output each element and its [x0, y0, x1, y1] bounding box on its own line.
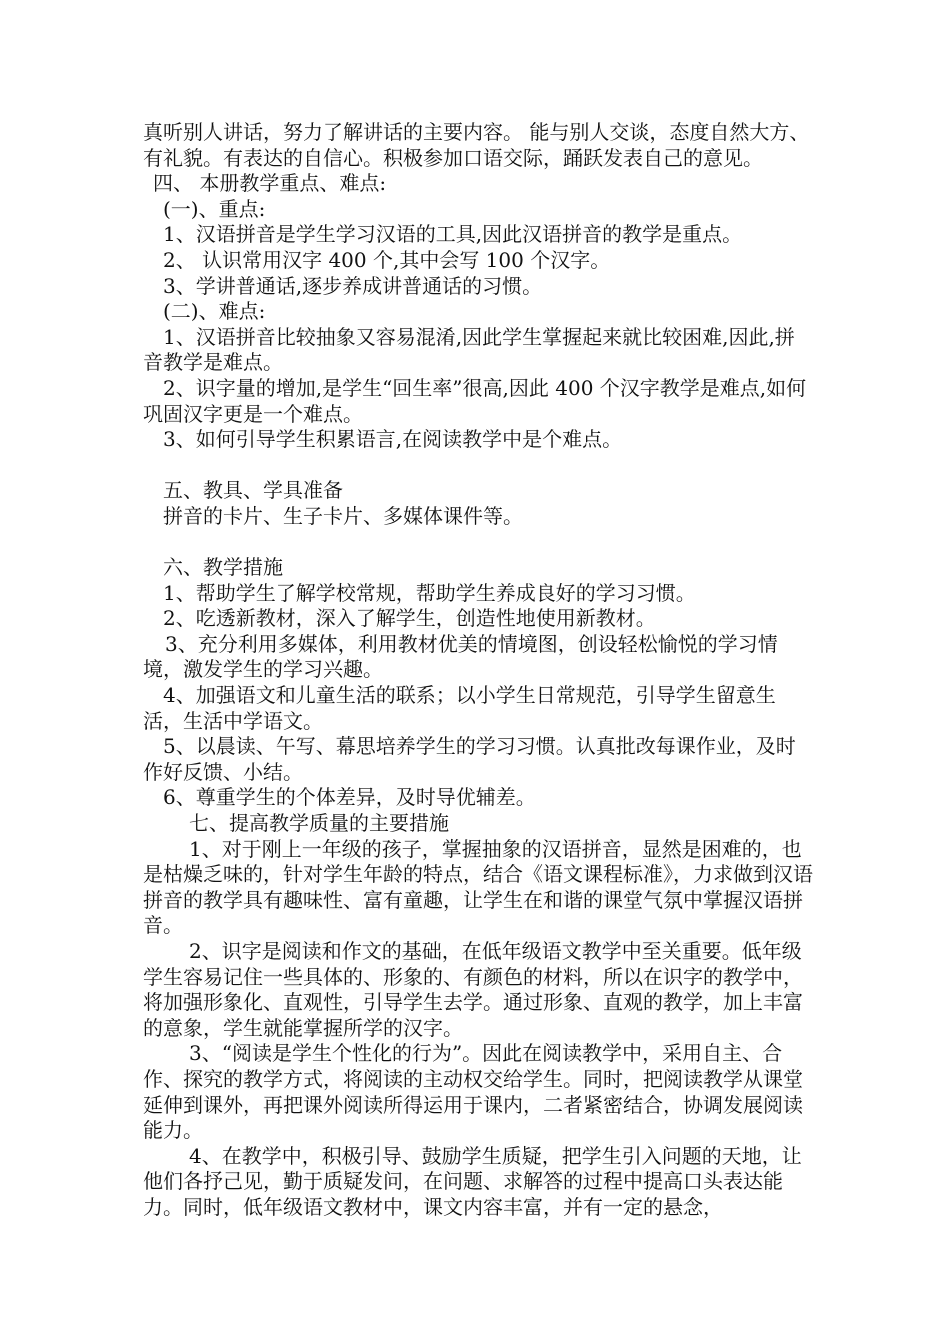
measure-item: 2、吃透新教材，深入了解学生，创造性地使用新教材。: [163, 606, 656, 631]
measure-item: 6、尊重学生的个体差异，及时导优辅差。: [163, 785, 536, 810]
measure-item: 1、帮助学生了解学校常规，帮助学生养成良好的学习习惯。: [163, 580, 696, 605]
key-point-item: 1、汉语拼音是学生学习汉语的工具,因此汉语拼音的教学是重点。: [163, 222, 743, 247]
key-point-item: 2、 认识常用汉字 400 个,其中会写 100 个汉字。: [163, 247, 611, 272]
document-body: [143, 120, 813, 1221]
section-7-heading: 七、提高教学质量的主要措施: [189, 811, 449, 836]
difficult-point-item: 3、如何引导学生积累语言,在阅读教学中是个难点。: [163, 427, 623, 452]
key-points-heading: (一)、重点:: [163, 196, 266, 221]
measure-item: 3、充分利用多媒体，利用教材优美的情境图，创设轻松愉悦的学习情境，激发学生的学习兴趣。: [143, 631, 778, 682]
intro-paragraph: 真听别人讲话，努力了解讲话的主要内容。 能与别人交谈，态度自然大方、有礼貌。有表达的自信心。积极参加口语交际，踊跃发表自己的意见。: [143, 120, 810, 170]
measure-item: 5、以晨读、午写、幕思培养学生的学习习惯。认真批改每课作业，及时作好反馈、小结。: [143, 734, 796, 784]
section-5-body: 拼音的卡片、生子卡片、多媒体课件等。: [163, 503, 523, 528]
section-5-heading: 五、教具、学具准备: [163, 478, 343, 503]
blank-line: [143, 530, 813, 556]
section-4-heading: 四、 本册教学重点、难点:: [153, 171, 387, 196]
difficult-points-heading: (二)、难点:: [163, 299, 266, 324]
key-point-item: 3、学讲普通话,逐步养成讲普通话的习惯。: [163, 273, 543, 298]
section-7-paragraph: 3、“阅读是学生个性化的行为”。因此在阅读教学中，采用自主、合作、探究的教学方式，将阅读的主动权交给学生。同时，把阅读教学从课堂延伸到课外，再把课外阅读所得运用于课内，二者紧密结合，协调发展阅读能力。: [143, 1041, 803, 1143]
difficult-point-item: 2、识字量的增加,是学生“回生率”很高,因此 400 个汉字教学是难点,如何巩固汉字更是一个难点。: [143, 375, 807, 426]
section-6-heading: 六、教学措施: [163, 555, 283, 580]
section-7-paragraph: 4、在教学中，积极引导、鼓励学生质疑，把学生引入问题的天地，让他们各抒己见，勤于质疑发问，在问题、求解答的过程中提高口头表达能力。同时，低年级语文教材中，课文内容丰富，并有一定的悬念，: [143, 1143, 802, 1219]
section-7-paragraph: 1、对于刚上一年级的孩子，掌握抽象的汉语拼音，显然是困难的，也是枯燥乏味的，针对学生年龄的特点，结合《语文课程标准》，力求做到汉语拼音的教学具有趣味性、富有童趣，让学生在和谐的课堂气氛中掌握汉语拼音。: [143, 836, 813, 938]
measure-item: 4、加强语文和儿童生活的联系；以小学生日常规范，引导学生留意生活，生活中学语文。: [143, 683, 776, 733]
difficult-point-item: 1、汉语拼音比较抽象又容易混淆,因此学生掌握起来就比较困难,因此,拼音教学是难点。: [143, 324, 795, 375]
section-7-paragraph: 2、识字是阅读和作文的基础，在低年级语文教学中至关重要。低年级学生容易记住一些具体的、形象的、有颜色的材料，所以在识字的教学中，将加强形象化、直观性，引导学生去学。通过形象、直观的教学，加上丰富的意象，学生就能掌握所学的汉字。: [143, 939, 803, 1040]
blank-line: [143, 453, 813, 479]
